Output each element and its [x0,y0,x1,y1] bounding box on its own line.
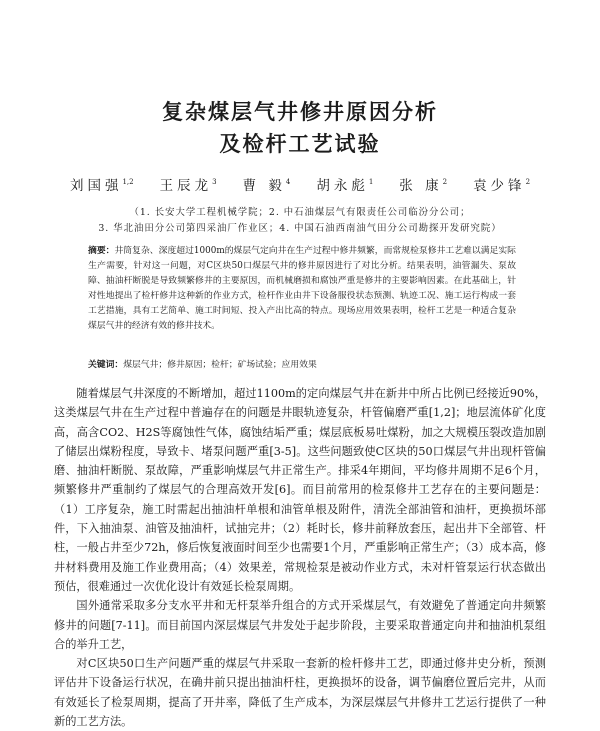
author-name: 袁少锋 [473,178,526,194]
author-name: 曹 毅 [242,178,286,194]
affiliation-line-2: 3. 华北油田分公司第四采油厂作业区；4. 中国石油西南油气田分公司勘探开发研究院） [98,223,502,234]
body-text [54,384,546,731]
author-name: 胡永彪 [316,178,369,194]
title-line-1: 复杂煤层气井修井原因分析 [162,100,438,124]
abstract-label: 摘要： [88,246,115,256]
author-list [0,174,600,194]
abstract-text: 井筒复杂、深度超过1000m的煤层气定向井在生产过程中修井频繁，而常规检泵修井工艺难以满足实际生产需要，针对这一问题，对C区块50口煤层气井的修井原因进行了对比分析。结果表明，油管漏失、泵故障、抽油杆断脱是导致频繁修井的主要原因，而机械磨损和腐蚀严重是修井的主要影响因素。在此基础上，针对性地提出了检杆修井这种新的作业方式，检杆作业由井下设备服役状态预测、轨迹工况、施工运行构成一套工艺措施，具有工艺简单、施工时间短、投入产出比高的特点。现场应用效果表明，检杆工艺是一种适合复杂煤层气井的经济有效的修井技术。 [88,246,516,331]
keywords-label: 关键词： [88,360,124,370]
author [399,174,447,194]
body-paragraph: 随着煤层气井深度的不断增加，超过1100m的定向煤层气井在新井中所占比例已经接近90%，这类煤层气井在生产过程中普遍存在的问题是井眼轨迹复杂，杆管偏磨严重[1,2]；地层流体矿化度高，高含CO2、H2S等腐蚀性气体，腐蚀结垢严重；煤层底板易吐煤粉，加之大规模压裂改造加剧了储层出煤粉程度，导致卡、堵泵问题严重[3-5]。这些问题致使C区块的50口煤层气井出现杆管偏磨、抽油杆断脱、泵故障，严重影响煤层气井正常生产。排采4年期间，平均修井周期不足6个月，频繁修井严重制约了煤层气的合理高效开发[6]。而目前常用的检泵修井工艺存在的主要问题是：（1）工序复杂，施工时需起出抽油杆单根和油管单根及附件，清洗全部油管和油杆，更换损坏部件，下入抽油泵、油管及抽油杆，试抽完井；（2）耗时长，修井前释放套压，起出井下全部管、杆柱，一般占井至少72h，修后恢复液面时间至少也需要1个月，严重影响正常生产；（3）成本高，修井材料费用及施工作业费用高；（4）效果差，常规检泵是被动作业方式，未对杆管泵运行状态做出预估，很难通过一次优化设计有效延长检泵周期。 [54,387,546,593]
abstract [88,244,516,334]
author [70,174,134,194]
author [160,174,217,194]
author-affiliation-mark: 1,2 [122,178,134,186]
body-paragraph: 国外通常采取多分支水平井和无杆泵举升组合的方式开采煤层气，有效避免了普通定向井频繁修井的问题[7-11]。而目前国内深层煤层气井发处于起步阶段，主要采取普通定向井和抽油机泵组合的举升工艺， [54,599,546,651]
body-paragraph: 对C区块50口生产问题严重的煤层气井采取一套新的检杆修井工艺，即通过修井史分析，预测评估井下设备运行状况，在确井前只提出抽油杆柱，更换损坏的设备，调节偏磨位置后完井，从而有效延长了检泵周期，提高了开井率，降低了生产成本，为深层煤层气井修井工艺运行提供了一种新的工艺方法。 [54,657,546,729]
affiliation-line-1: （1. 长安大学工程机械学院；2. 中石油煤层气有限责任公司临汾分公司； [129,207,471,218]
author-name: 张 康 [399,178,443,194]
keywords-text: 煤层气井；修井原因；检杆；矿场试验；应用效果 [123,360,317,370]
author [243,174,291,194]
author-name: 刘国强 [69,178,123,194]
title-line-2: 及检杆工艺试验 [219,132,381,156]
author-affiliation-mark: 1 [368,178,374,186]
author-name: 王辰龙 [159,178,213,194]
author [316,174,373,194]
author-affiliation-mark: 2 [525,178,531,186]
author-affiliation-mark: 4 [285,178,291,186]
author [473,174,530,194]
author-affiliation-mark: 3 [212,178,217,186]
author-affiliation-mark: 2 [442,178,448,186]
keywords [88,358,528,373]
